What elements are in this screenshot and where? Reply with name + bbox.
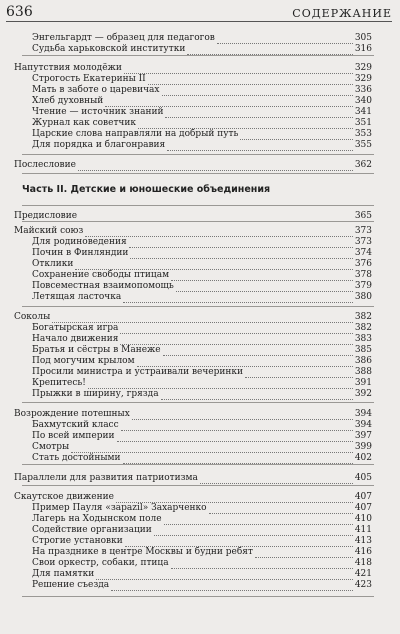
toc-entry-page: 378 bbox=[354, 270, 372, 280]
dot-leader bbox=[171, 560, 353, 569]
toc-entry-page: 362 bbox=[354, 160, 372, 170]
toc-entry-page: 376 bbox=[354, 259, 372, 269]
toc-entry bbox=[0, 503, 400, 514]
toc-entry-title: Смотры bbox=[32, 442, 70, 452]
dot-leader bbox=[129, 239, 353, 248]
toc-entry-title: Строгие установки bbox=[32, 536, 123, 546]
dot-leader bbox=[85, 228, 353, 237]
dot-leader bbox=[116, 494, 353, 503]
header-rule bbox=[6, 21, 392, 22]
toc-entry-title: Напутствия молодёжи bbox=[14, 63, 122, 73]
dot-leader bbox=[200, 475, 353, 484]
toc-entry-page: 421 bbox=[354, 569, 372, 579]
toc-entry-title: Судьба харьковской институтки bbox=[32, 44, 186, 54]
toc-entry bbox=[0, 312, 400, 323]
dot-leader bbox=[148, 76, 353, 85]
dot-leader bbox=[120, 336, 352, 345]
dot-leader bbox=[105, 98, 353, 107]
toc-entry-title: Пример Пауля «зарazil» Захарченко bbox=[32, 503, 207, 513]
toc-entry-page: 394 bbox=[354, 420, 372, 430]
toc-entry-title: Лагерь на Ходынском поле bbox=[32, 514, 162, 524]
toc-entry bbox=[0, 367, 400, 378]
toc-entry-title: Прыжки в ширину, грязда bbox=[32, 389, 159, 399]
toc-entry-title: Мать в заботе о царевичах bbox=[32, 85, 160, 95]
toc-entry bbox=[0, 569, 400, 580]
toc-entry-page: 329 bbox=[354, 74, 372, 84]
toc-entry-title: Журнал как советчик bbox=[32, 118, 136, 128]
dot-leader bbox=[187, 46, 352, 55]
toc-entry-title: Решение съезда bbox=[32, 580, 110, 590]
toc-entry-page: 392 bbox=[354, 389, 372, 399]
toc-entry-page: 351 bbox=[354, 118, 372, 128]
dot-leader bbox=[88, 380, 353, 389]
toc-entry-page: 329 bbox=[354, 63, 372, 73]
section-divider bbox=[22, 205, 374, 206]
section-divider bbox=[22, 55, 374, 56]
toc-entry bbox=[0, 248, 400, 259]
toc-entry-title: Послесловие bbox=[14, 160, 76, 170]
dot-leader bbox=[217, 35, 353, 44]
toc-entry-page: 382 bbox=[354, 312, 372, 322]
toc-entry bbox=[0, 226, 400, 237]
page-header bbox=[6, 2, 392, 20]
toc-entry-title: Строгость Екатерины II bbox=[32, 74, 146, 84]
dot-leader bbox=[117, 433, 353, 442]
toc-entry-title: Сохранение свободы птицам bbox=[32, 270, 170, 280]
section-divider bbox=[22, 221, 374, 222]
toc-entry-page: 413 bbox=[354, 536, 372, 546]
toc-entry bbox=[0, 580, 400, 591]
toc-entry-title: Хлеб духовный bbox=[32, 96, 104, 106]
dot-leader bbox=[123, 294, 353, 303]
toc-entry-title: Параллели для развития патриотизма bbox=[14, 473, 198, 483]
toc-entry bbox=[0, 44, 400, 55]
toc-entry-page: 394 bbox=[354, 409, 372, 419]
toc-entry bbox=[0, 281, 400, 292]
toc-entry bbox=[0, 74, 400, 85]
toc-entry-title: Чтение — источник знаний bbox=[32, 107, 164, 117]
toc-entry-page: 391 bbox=[354, 378, 372, 388]
toc-entry bbox=[0, 547, 400, 558]
dot-leader bbox=[240, 131, 352, 140]
toc-entry-page: 423 bbox=[354, 580, 372, 590]
dot-leader bbox=[162, 87, 353, 96]
toc-entry-page: 374 bbox=[354, 248, 372, 258]
toc-entry-title: Для порядка и благонравия bbox=[32, 140, 166, 150]
toc-entry bbox=[0, 160, 400, 171]
toc-entry bbox=[0, 378, 400, 389]
toc-entry bbox=[0, 292, 400, 303]
toc-entry-title: Просили министра и устраивали вечеринки bbox=[32, 367, 244, 377]
toc-entry bbox=[0, 96, 400, 107]
toc-entry-title: На празднике в центре Москвы и будни ребят bbox=[32, 547, 253, 557]
dot-leader bbox=[176, 283, 353, 292]
toc-entry-title: Энгельгардт — образец для педагогов bbox=[32, 33, 215, 43]
toc-entry-title: Скаутское движение bbox=[14, 492, 114, 502]
toc-entry-page: 407 bbox=[354, 492, 372, 502]
toc-entry-title: Бахмутский класс bbox=[32, 420, 119, 430]
toc-entry-page: 402 bbox=[354, 453, 372, 463]
toc-entry bbox=[0, 85, 400, 96]
page-number: 636 bbox=[6, 4, 33, 20]
dot-leader bbox=[75, 261, 352, 270]
toc-entry-title: Царские слова направляли на добрый путь bbox=[32, 129, 239, 139]
toc-entry-page: 385 bbox=[354, 345, 372, 355]
toc-entry bbox=[0, 558, 400, 569]
dot-leader bbox=[171, 272, 353, 281]
toc-entry-title: Братья и сёстры в Манеже bbox=[32, 345, 161, 355]
toc-entry-page: 305 bbox=[354, 33, 372, 43]
dot-leader bbox=[138, 120, 353, 129]
toc-entry-page: 397 bbox=[354, 431, 372, 441]
toc-entry-title: Стать достойными bbox=[32, 453, 121, 463]
dot-leader bbox=[111, 582, 353, 591]
toc-entry-page: 383 bbox=[354, 334, 372, 344]
dot-leader bbox=[120, 325, 352, 334]
section-divider bbox=[22, 464, 374, 465]
dot-leader bbox=[154, 527, 353, 536]
toc-entry-page: 382 bbox=[354, 323, 372, 333]
toc-entry bbox=[0, 492, 400, 503]
section-divider bbox=[22, 485, 374, 486]
toc-entry-title: Под могучим крылом bbox=[32, 356, 135, 366]
dot-leader bbox=[164, 516, 353, 525]
section-divider bbox=[22, 154, 374, 155]
toc-entry bbox=[0, 323, 400, 334]
toc-entry-title: Для родиноведения bbox=[32, 237, 127, 247]
toc-entry bbox=[0, 118, 400, 129]
dot-leader bbox=[71, 444, 353, 453]
toc-entry-page: 340 bbox=[354, 96, 372, 106]
toc-entry-page: 379 bbox=[354, 281, 372, 291]
dot-leader bbox=[165, 109, 352, 118]
running-head: СОДЕРЖАНИЕ bbox=[292, 7, 392, 20]
toc-entry-page: 388 bbox=[354, 367, 372, 377]
toc-entry-title: Соколы bbox=[14, 312, 51, 322]
toc-entry bbox=[0, 431, 400, 442]
toc-entry-title: Свои оркестр, собаки, птица bbox=[32, 558, 169, 568]
dot-leader bbox=[96, 571, 353, 580]
toc-entry bbox=[0, 129, 400, 140]
toc-entry-page: 411 bbox=[354, 525, 372, 535]
toc-entry-title: Богатырская игра bbox=[32, 323, 119, 333]
toc-entry bbox=[0, 270, 400, 281]
toc-entry bbox=[0, 514, 400, 525]
toc-entry-page: 341 bbox=[354, 107, 372, 117]
toc-entry-title: Предисловие bbox=[14, 211, 78, 221]
toc-entry bbox=[0, 389, 400, 400]
toc-entry bbox=[0, 536, 400, 547]
toc-entry-page: 353 bbox=[354, 129, 372, 139]
toc-entry-title: Возрождение потешных bbox=[14, 409, 130, 419]
section-divider bbox=[22, 596, 374, 597]
toc-entry-page: 373 bbox=[354, 237, 372, 247]
toc-entry bbox=[0, 259, 400, 270]
toc-entry-page: 373 bbox=[354, 226, 372, 236]
part-heading: Часть II. Детские и юношеские объединения bbox=[22, 184, 271, 195]
toc-entry bbox=[0, 420, 400, 431]
toc-entry-page: 416 bbox=[354, 547, 372, 557]
toc-entry-page: 418 bbox=[354, 558, 372, 568]
toc-entry-page: 410 bbox=[354, 514, 372, 524]
toc-entry-page: 407 bbox=[354, 503, 372, 513]
dot-leader bbox=[132, 411, 353, 420]
toc-entry-page: 405 bbox=[354, 473, 372, 483]
toc-entry bbox=[0, 33, 400, 44]
toc-entry-page: 355 bbox=[354, 140, 372, 150]
dot-leader bbox=[123, 455, 353, 464]
toc-entry-title: Содействие организации bbox=[32, 525, 152, 535]
toc-entry bbox=[0, 63, 400, 74]
dot-leader bbox=[121, 422, 353, 431]
toc-entry-page: 399 bbox=[354, 442, 372, 452]
toc-entry-page: 365 bbox=[354, 211, 372, 221]
toc-entry bbox=[0, 409, 400, 420]
section-divider bbox=[22, 402, 374, 403]
dot-leader bbox=[125, 538, 353, 547]
toc-entry-title: Для памятки bbox=[32, 569, 95, 579]
section-divider bbox=[22, 306, 374, 307]
toc-entry bbox=[0, 473, 400, 484]
dot-leader bbox=[130, 250, 352, 259]
toc-entry-title: По всей империи bbox=[32, 431, 115, 441]
dot-leader bbox=[124, 65, 353, 74]
toc-entry-page: 386 bbox=[354, 356, 372, 366]
toc-entry-title: Начало движения bbox=[32, 334, 119, 344]
dot-leader bbox=[137, 358, 353, 367]
dot-leader bbox=[209, 505, 353, 514]
toc-entry bbox=[0, 525, 400, 536]
toc-entry bbox=[0, 442, 400, 453]
toc-entry-title: Отклики bbox=[32, 259, 74, 269]
toc-entry-page: 316 bbox=[354, 44, 372, 54]
toc-entry-title: Крепитесь! bbox=[32, 378, 86, 388]
toc-entry bbox=[0, 345, 400, 356]
dot-leader bbox=[245, 369, 353, 378]
toc-entry-page: 336 bbox=[354, 85, 372, 95]
toc-entry-title: Почин в Финляндии bbox=[32, 248, 129, 258]
toc-entry-title: Майский союз bbox=[14, 226, 84, 236]
toc-entry-title: Повсеместная взаимопомощь bbox=[32, 281, 174, 291]
dot-leader bbox=[167, 142, 353, 151]
dot-leader bbox=[52, 314, 353, 323]
toc-entry-page: 380 bbox=[354, 292, 372, 302]
toc-entry bbox=[0, 356, 400, 367]
section-divider bbox=[22, 173, 374, 174]
toc-entry bbox=[0, 334, 400, 345]
toc-entry bbox=[0, 140, 400, 151]
dot-leader bbox=[255, 549, 353, 558]
toc-entry-title: Летящая ласточка bbox=[32, 292, 122, 302]
toc-entry bbox=[0, 107, 400, 118]
dot-leader bbox=[161, 391, 353, 400]
toc-entry bbox=[0, 453, 400, 464]
toc-entry bbox=[0, 237, 400, 248]
dot-leader bbox=[163, 347, 353, 356]
dot-leader bbox=[78, 162, 353, 171]
